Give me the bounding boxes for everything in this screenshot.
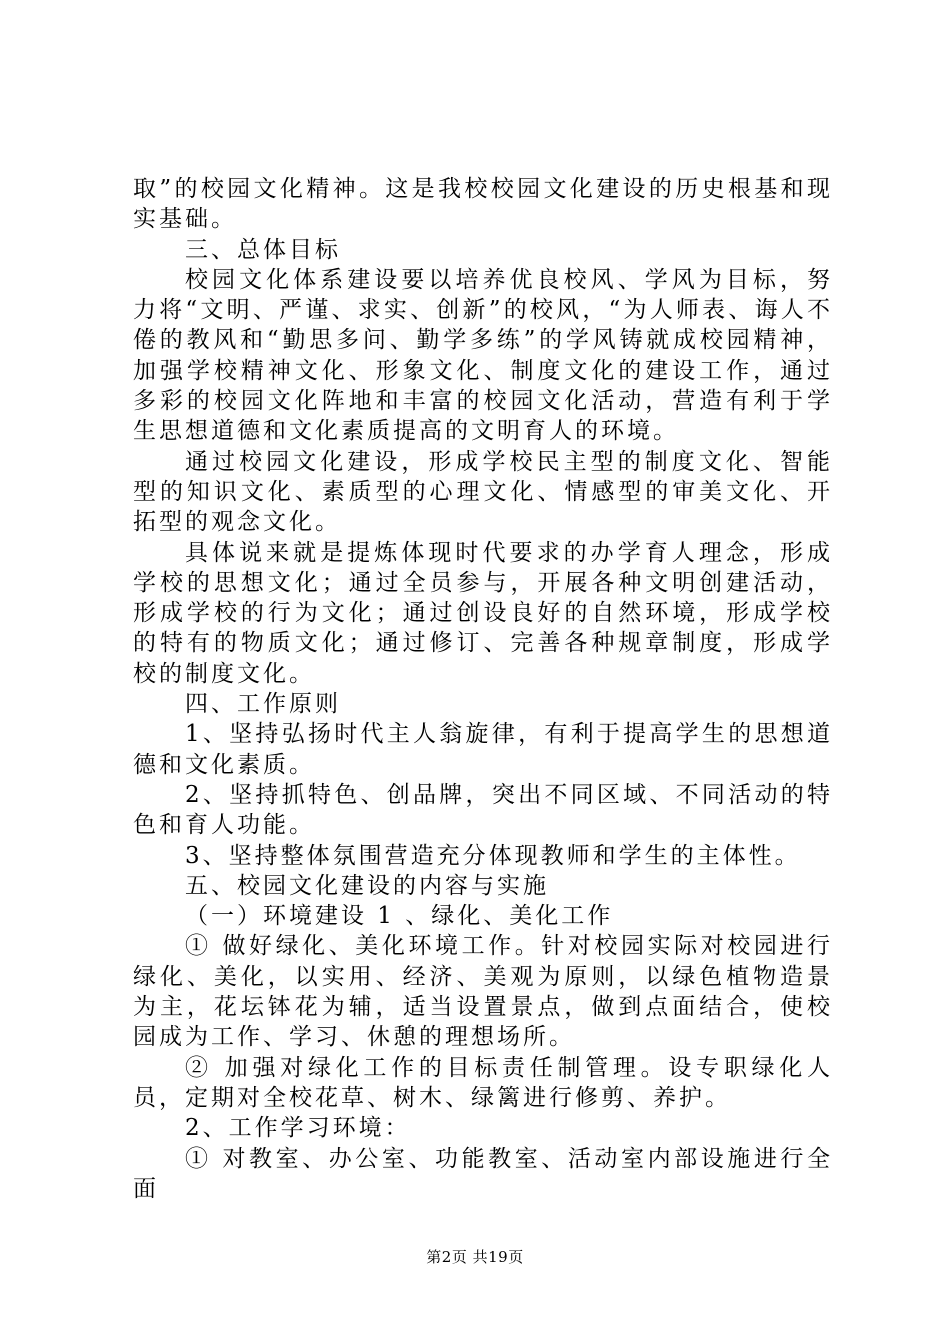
paragraph: 2、工作学习环境：	[185, 1115, 411, 1142]
paragraph: ① 做好绿化、美化环境工作。针对校园实际对校园进行绿化、美化，以实用、经济、美观为原则，以绿色植物造景为主，花坛钵花为辅，适当设置景点，做到点面结合，使校园成为工作、学习、休憩的理想场所。	[133, 933, 833, 1051]
paragraph: ② 加强对绿化工作的目标责任制管理。设专职绿化人员，定期对全校花草、树木、绿篱进行修剪、养护。	[133, 1054, 833, 1111]
paragraph: 四、工作原则	[185, 691, 341, 718]
paragraph: 3、坚持整体氛围营造充分体现教师和学生的主体性。	[185, 842, 801, 869]
paragraph: 2、坚持抓特色、创品牌，突出不同区域、不同活动的特色和育人功能。	[133, 781, 833, 839]
document-body	[133, 174, 833, 1204]
paragraph: 1、坚持弘扬时代主人翁旋律，有利于提高学生的思想道德和文化素质。	[133, 721, 833, 778]
page-footer: 第2页 共19页	[426, 1248, 524, 1266]
paragraph: 通过校园文化建设，形成学校民主型的制度文化、智能型的知识文化、素质型的心理文化、情感型的审美文化、开拓型的观念文化。	[133, 448, 833, 536]
paragraph: 具体说来就是提炼体现时代要求的办学育人理念，形成学校的思想文化；通过全员参与，开展各种文明创建活动，形成学校的行为文化；通过创设良好的自然环境，形成学校的特有的物质文化；通过修订、完善各种规章制度，形成学校的制度文化。	[133, 539, 833, 687]
paragraph: 校园文化体系建设要以培养优良校风、学风为目标，努力将“文明、严谨、求实、创新”的校风，“为人师表、诲人不倦的教风和“勤思多问、勤学多练”的学风铸就成校园精神，加强学校精神文化、形象文化、制度文化的建设工作，通过多彩的校园文化阵地和丰富的校园文化活动，营造有利于学生思想道德和文化素质提高的文明育人的环境。	[133, 266, 833, 445]
paragraph: （一）环境建设 1 、绿化、美化工作	[185, 903, 614, 930]
paragraph: 取”的校园文化精神。这是我校校园文化建设的历史根基和现实基础。	[133, 176, 833, 233]
paragraph: 五、校园文化建设的内容与实施	[185, 872, 549, 899]
paragraph: ① 对教室、办公室、功能教室、活动室内部设施进行全面	[133, 1145, 833, 1202]
paragraph: 三、总体目标	[185, 236, 341, 263]
